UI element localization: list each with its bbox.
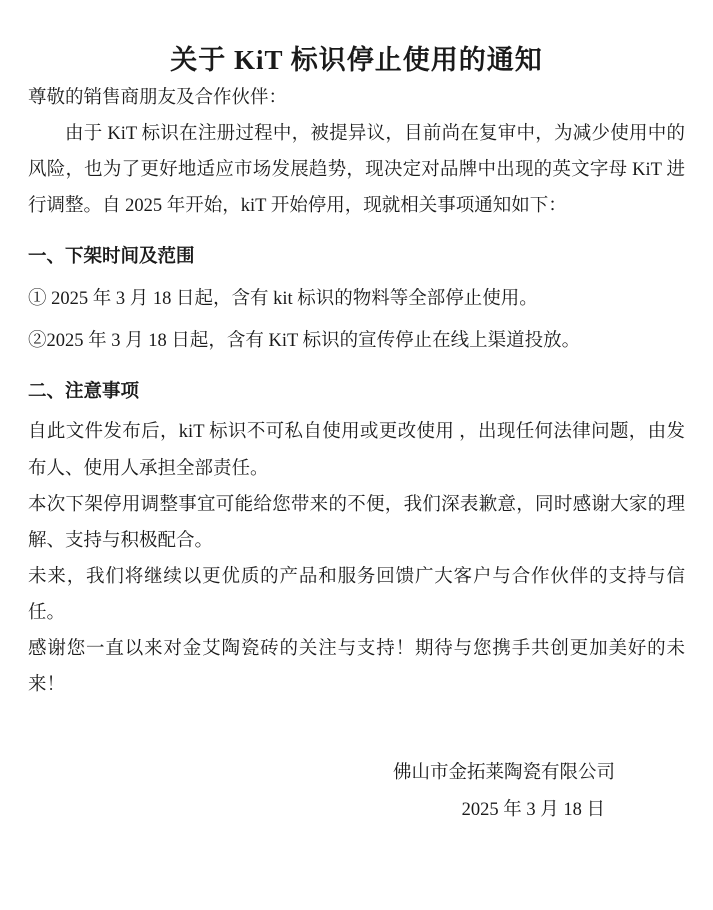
signature-company: 佛山市金拓莱陶瓷有限公司 (392, 762, 615, 783)
list-item: ②2025 年 3 月 18 日起，含有 KiT 标识的宣传停止在线上渠道投放。 (28, 331, 581, 352)
page-title: 关于 KiT 标识停止使用的通知 (170, 45, 543, 75)
intro-paragraph: 由于 KiT 标识在注册过程中，被提异议，目前尚在复审中，为减少使用中的风险，也为了更好地适应市场发展趋势，现决定对品牌中出现的英文字母 KiT 进行调整。自 2025 年开始，kiT 开始停用，现就相关事项通知如下： (28, 123, 685, 216)
document-page (0, 42, 713, 910)
list-item: ① 2025 年 3 月 18 日起，含有 kit 标识的物料等全部停止使用。 (28, 289, 538, 310)
section-heading-1: 一、下架时间及范围 (28, 247, 195, 268)
notice-paragraph-1: 自此文件发布后，kiT 标识不可私自使用或更改使用 ，出现任何法律问题，由发布人、使用人承担全部责任。 (28, 422, 685, 479)
notice-paragraph-2: 本次下架停用调整事宜可能给您带来的不便，我们深表歉意，同时感谢大家的理解、支持与积极配合。 (28, 494, 685, 551)
notice-paragraph-3: 未来，我们将继续以更优质的产品和服务回馈广大客户与合作伙伴的支持与信任。 (28, 566, 685, 623)
notice-paragraph-4: 感谢您一直以来对金艾陶瓷砖的关注与支持！期待与您携手共创更加美好的未来！ (28, 638, 685, 695)
section-heading-2: 二、注意事项 (28, 382, 140, 403)
signature-block (28, 755, 685, 829)
signature-date: 2025 年 3 月 18 日 (461, 799, 605, 820)
salutation: 尊敬的销售商朋友及合作伙伴： (28, 87, 288, 108)
